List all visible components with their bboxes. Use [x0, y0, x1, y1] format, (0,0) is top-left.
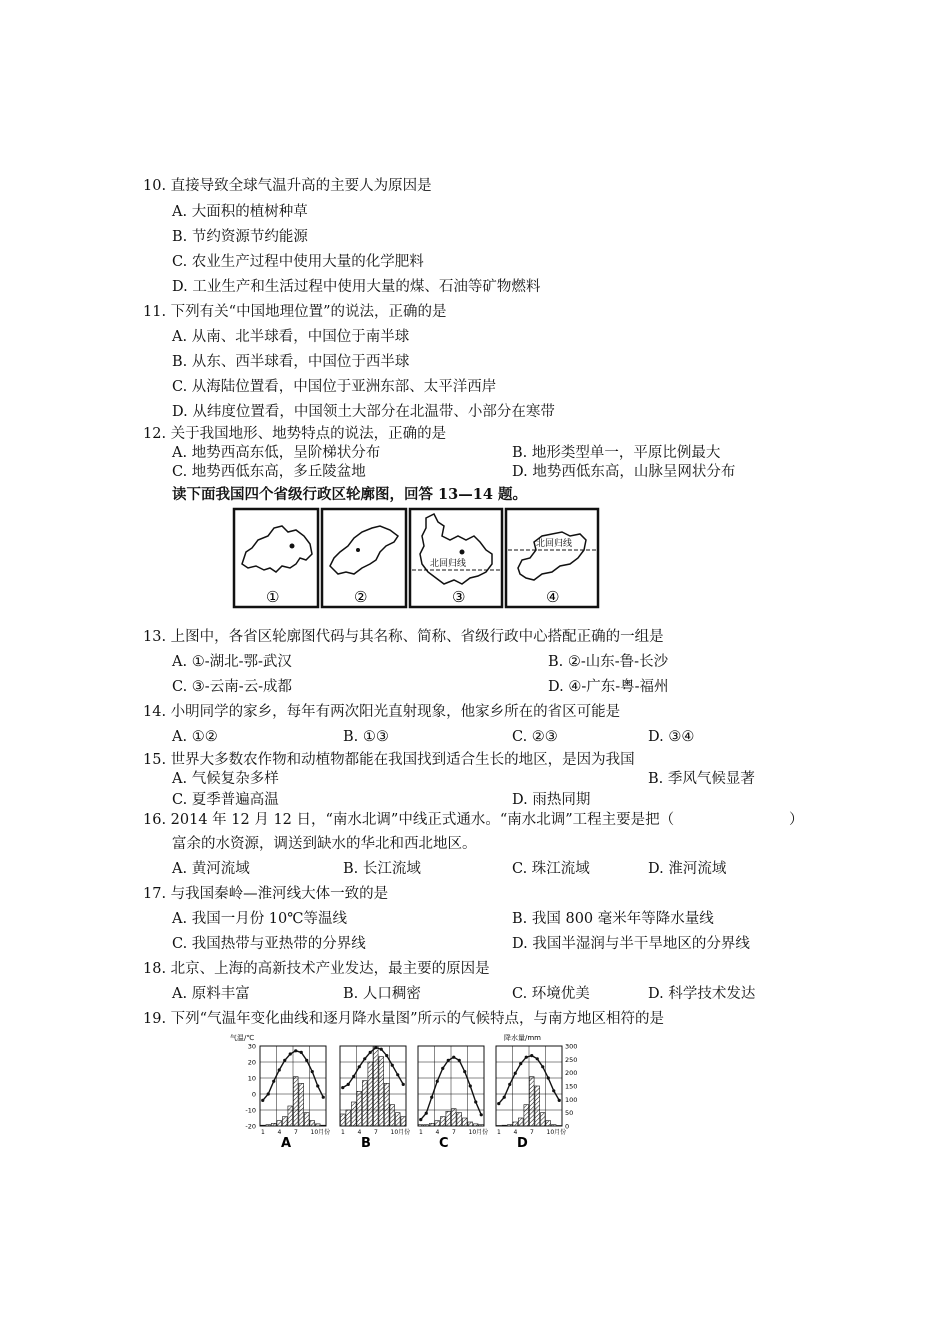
temp-point — [261, 1099, 264, 1102]
precip-bar — [288, 1106, 293, 1126]
precip-bar — [479, 1125, 484, 1126]
climate-charts — [228, 1030, 588, 1150]
q15-option-d: D. 雨热同期 — [512, 792, 591, 808]
q11-stem: 11. 下列有关“中国地理位置”的说法，正确的是 — [143, 304, 447, 320]
x-tick-label: 4 — [435, 1129, 440, 1136]
temp-point — [358, 1065, 361, 1068]
q17-option-a: A. 我国一月份 10℃等温线 — [172, 911, 347, 927]
q15-stem: 15. 世界大多数农作物和动植物都能在我国找到适合生长的地区，是因为我国 — [143, 752, 635, 768]
precip-bar — [266, 1125, 271, 1126]
precip-bar — [557, 1125, 562, 1126]
temp-tick-label: -20 — [245, 1122, 256, 1131]
precip-bar — [451, 1109, 456, 1126]
temp-point — [391, 1064, 394, 1067]
q13-stem: 13. 上图中，各省区轮廓图代码与其名称、简称、省级行政中心搭配正确的一组是 — [143, 629, 664, 645]
panel-label: D — [517, 1136, 528, 1150]
province-outline-maps — [230, 506, 602, 610]
q19-stem: 19. 下列“气温年变化曲线和逐月降水量图”所示的气候特点，与南方地区相符的是 — [143, 1011, 664, 1027]
temp-point — [469, 1084, 472, 1087]
temp-point — [541, 1065, 544, 1068]
q17-option-c: C. 我国热带与亚热带的分界线 — [172, 936, 366, 952]
panel-label: C — [439, 1136, 449, 1150]
q17-option-b: B. 我国 800 毫米年等降水量线 — [512, 911, 714, 927]
x-tick-label: 1 — [261, 1129, 265, 1136]
precip-bar — [429, 1123, 434, 1126]
temp-point — [311, 1070, 314, 1073]
temp-point — [369, 1051, 372, 1054]
temp-point — [552, 1089, 555, 1092]
x-tick-label: 4 — [357, 1129, 362, 1136]
q14-option-a: A. ①② — [172, 729, 218, 745]
precip-bar — [395, 1113, 400, 1126]
precip-bar — [346, 1110, 351, 1126]
temp-point — [396, 1073, 399, 1076]
q12-option-a: A. 地势西高东低，呈阶梯状分布 — [172, 445, 381, 461]
precip-bar — [368, 1062, 373, 1126]
q13-option-c: C. ③-云南-云-成都 — [172, 679, 292, 695]
precip-bar — [540, 1113, 545, 1126]
temp-point — [294, 1049, 297, 1052]
temp-point — [508, 1083, 511, 1086]
temp-tick-label: 10 — [247, 1074, 256, 1083]
temp-point — [402, 1083, 405, 1086]
precip-bar — [524, 1105, 529, 1126]
q10-option-b: B. 节约资源节约能源 — [172, 229, 308, 245]
q14-option-d: D. ③④ — [648, 729, 695, 745]
map-3-outline — [420, 514, 492, 584]
q16-option-d: D. 淮河流域 — [648, 861, 727, 877]
q11-option-a: A. 从南、北半球看，中国位于南半球 — [172, 329, 410, 345]
map-4-tropic-label: 北回归线 — [536, 539, 573, 549]
q14-option-b: B. ①③ — [343, 729, 389, 745]
temp-point — [480, 1113, 483, 1116]
temp-point — [267, 1092, 270, 1095]
x-tick-label: 4 — [513, 1129, 518, 1136]
precip-bar — [362, 1081, 367, 1126]
temp-point — [441, 1067, 444, 1070]
temp-point — [558, 1099, 561, 1102]
temp-point — [536, 1057, 539, 1060]
map-2-capital-dot — [356, 548, 360, 552]
temp-point — [300, 1051, 303, 1054]
temp-point — [316, 1084, 319, 1087]
precip-bar — [507, 1125, 512, 1126]
precip-bar — [390, 1105, 395, 1126]
precip-bar — [440, 1117, 445, 1126]
temp-point — [547, 1076, 550, 1079]
x-tick-label: 7 — [374, 1129, 378, 1136]
precip-bar — [418, 1125, 423, 1126]
temp-tick-label: -10 — [245, 1106, 256, 1115]
temp-point — [385, 1054, 388, 1057]
temp-point — [419, 1118, 422, 1121]
q18-option-a: A. 原料丰富 — [172, 986, 250, 1002]
temp-point — [458, 1059, 461, 1062]
precip-bar — [446, 1111, 451, 1126]
q17-option-d: D. 我国半湿润与半干旱地区的分界线 — [512, 936, 750, 952]
q15-option-c: C. 夏季普遍高温 — [172, 792, 279, 808]
precip-tick-label: 50 — [565, 1109, 574, 1118]
panel-label: A — [281, 1136, 292, 1150]
q13-option-b: B. ②-山东-鲁-长沙 — [548, 654, 669, 670]
precip-bar — [340, 1114, 345, 1126]
q16-option-b: B. 长江流域 — [343, 861, 421, 877]
x-tick-label: 1 — [497, 1129, 501, 1136]
map-2-outline — [330, 526, 398, 574]
q12-option-c: C. 地势西低东高，多丘陵盆地 — [172, 464, 366, 480]
temp-point — [289, 1052, 292, 1055]
precip-tick-label: 150 — [565, 1082, 578, 1091]
temp-point — [514, 1072, 517, 1075]
x-tick-label: 10月份 — [468, 1129, 489, 1136]
q16-option-a: A. 黄河流域 — [172, 861, 250, 877]
precip-bar — [384, 1083, 389, 1126]
precip-bar — [551, 1125, 556, 1126]
x-tick-label: 7 — [294, 1129, 298, 1136]
temp-point — [503, 1096, 506, 1099]
q16-stem-line2: 富余的水资源，调送到缺水的华北和西北地区。 — [172, 836, 477, 852]
q16-option-c: C. 珠江流域 — [512, 861, 590, 877]
panel-label: B — [361, 1136, 371, 1150]
q14-stem: 14. 小明同学的家乡，每年有两次阳光直射现象，他家乡所在的省区可能是 — [143, 704, 621, 720]
temp-point — [447, 1059, 450, 1062]
temp-point — [452, 1056, 455, 1059]
temp-point — [305, 1059, 308, 1062]
x-tick-label: 1 — [419, 1129, 423, 1136]
x-tick-label: 7 — [530, 1129, 534, 1136]
temp-point — [363, 1057, 366, 1060]
q10-option-a: A. 大面积的植树种草 — [172, 204, 308, 220]
q11-option-d: D. 从纬度位置看，中国领土大部分在北温带、小部分在寒带 — [172, 404, 555, 420]
precip-bar — [271, 1123, 276, 1126]
precip-bar — [310, 1121, 315, 1126]
precip-bar — [293, 1077, 298, 1126]
map-1-capital-dot — [290, 544, 295, 549]
q16-paren-close: ） — [789, 812, 804, 828]
temp-tick-label: 20 — [247, 1058, 256, 1067]
temp-point — [530, 1054, 533, 1057]
q17-stem: 17. 与我国秦岭—淮河线大体一致的是 — [143, 886, 389, 902]
q15-option-a: A. 气候复杂多样 — [172, 771, 279, 787]
precip-bar — [457, 1113, 462, 1126]
precip-bar — [379, 1057, 384, 1126]
q13-option-d: D. ④-广东-粤-福州 — [548, 679, 669, 695]
q12-stem: 12. 关于我国地形、地势特点的说法，正确的是 — [143, 426, 447, 442]
temp-point — [380, 1048, 383, 1051]
temp-axis-label: 气温/℃ — [230, 1034, 255, 1042]
precip-bar — [518, 1118, 523, 1126]
q18-stem: 18. 北京、上海的高新技术产业发达，最主要的原因是 — [143, 961, 490, 977]
temp-point — [430, 1096, 433, 1099]
precip-bar — [468, 1122, 473, 1126]
q15-option-b: B. 季风气候显著 — [648, 771, 755, 787]
temp-point — [519, 1062, 522, 1065]
precip-bar — [321, 1125, 326, 1126]
map-3-tropic-label: 北回归线 — [430, 559, 467, 569]
map-1-label: ① — [266, 588, 280, 606]
q13-option-a: A. ①-湖北-鄂-武汉 — [172, 654, 292, 670]
precip-tick-label: 0 — [565, 1122, 570, 1131]
map-3-capital-dot — [460, 550, 465, 555]
temp-point — [474, 1100, 477, 1103]
x-tick-label: 1 — [341, 1129, 345, 1136]
temp-point — [347, 1083, 350, 1086]
q10-option-c: C. 农业生产过程中使用大量的化学肥料 — [172, 254, 424, 270]
q12-option-b: B. 地形类型单一，平原比例最大 — [512, 445, 721, 461]
q16-stem-line1: 16. 2014 年 12 月 12 日，“南水北调”中线正式通水。“南水北调”工程主要是把（ — [143, 812, 675, 828]
x-tick-label: 10月份 — [390, 1129, 411, 1136]
q18-option-b: B. 人口稠密 — [343, 986, 421, 1002]
q14-option-c: C. ②③ — [512, 729, 558, 745]
precip-bar — [462, 1118, 467, 1126]
precip-tick-label: 200 — [565, 1069, 578, 1078]
q11-option-b: B. 从东、西半球看，中国位于西半球 — [172, 354, 410, 370]
map-instruction: 读下面我国四个省级行政区轮廓图，回答 13—14 题。 — [172, 486, 527, 503]
precip-bar — [304, 1113, 309, 1126]
precip-bar — [315, 1124, 320, 1126]
temp-point — [272, 1080, 275, 1083]
q18-option-d: D. 科学技术发达 — [648, 986, 756, 1002]
temp-point — [322, 1096, 325, 1099]
precip-bar — [277, 1121, 282, 1126]
precip-bar — [529, 1077, 534, 1126]
temp-point — [463, 1070, 466, 1073]
precip-bar — [473, 1124, 478, 1126]
precip-bar — [299, 1083, 304, 1126]
q10-option-d: D. 工业生产和生活过程中使用大量的煤、石油等矿物燃料 — [172, 279, 541, 295]
map-4-label: ④ — [546, 588, 560, 606]
temp-point — [425, 1112, 428, 1115]
precip-bar — [351, 1102, 356, 1126]
map-1-outline — [242, 526, 312, 572]
temp-point — [352, 1075, 355, 1078]
temp-point — [341, 1086, 344, 1089]
precip-bar — [513, 1122, 518, 1126]
precip-bar — [502, 1125, 507, 1126]
temp-point — [374, 1046, 377, 1049]
precip-tick-label: 300 — [565, 1042, 578, 1051]
temp-point — [283, 1059, 286, 1062]
precip-bar — [435, 1121, 440, 1126]
precip-bar — [373, 1046, 378, 1126]
q10-stem: 10. 直接导致全球气温升高的主要人为原因是 — [143, 178, 432, 194]
q18-option-c: C. 环境优美 — [512, 986, 590, 1002]
temp-point — [525, 1056, 528, 1059]
precip-bar — [357, 1091, 362, 1126]
temp-point — [436, 1080, 439, 1083]
x-tick-label: 10月份 — [546, 1129, 567, 1136]
precip-bar — [496, 1125, 501, 1126]
temp-tick-label: 30 — [247, 1042, 256, 1051]
x-tick-label: 10月份 — [310, 1129, 331, 1136]
precip-bar — [260, 1125, 265, 1126]
precip-bar — [401, 1117, 406, 1126]
q11-option-c: C. 从海陆位置看，中国位于亚洲东部、太平洋西岸 — [172, 379, 497, 395]
precip-bar — [546, 1121, 551, 1126]
precip-tick-label: 100 — [565, 1095, 578, 1104]
temp-tick-label: 0 — [251, 1090, 256, 1099]
precip-bar — [424, 1125, 429, 1126]
q12-option-d: D. 地势西低东高，山脉呈网状分布 — [512, 464, 736, 480]
precip-axis-label: 降水量/mm — [504, 1034, 541, 1042]
precip-bar — [282, 1117, 287, 1126]
temp-point — [278, 1068, 281, 1071]
temp-point — [497, 1102, 500, 1105]
map-2-label: ② — [354, 588, 368, 606]
precip-tick-label: 250 — [565, 1055, 578, 1064]
x-tick-label: 4 — [277, 1129, 282, 1136]
precip-bar — [535, 1086, 540, 1126]
map-3-label: ③ — [452, 588, 466, 606]
x-tick-label: 7 — [452, 1129, 456, 1136]
